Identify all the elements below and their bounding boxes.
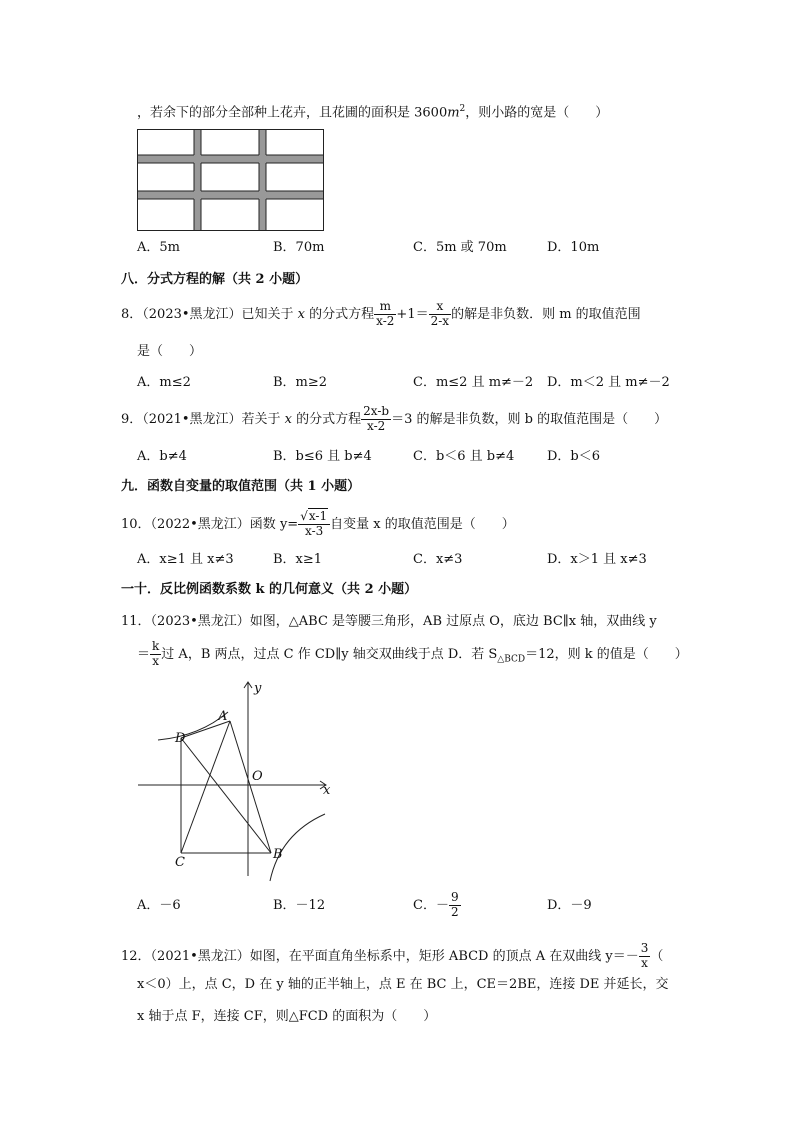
q11-eq: ＝ — [137, 646, 151, 662]
vertical-path-1 — [194, 130, 201, 230]
label-b: B — [273, 847, 283, 862]
q11-option-c-fraction — [449, 891, 461, 920]
q11-f-num: k — [152, 639, 160, 653]
q10-fraction — [298, 510, 330, 539]
q10-option-b[interactable]: B．x≥1 — [273, 552, 323, 567]
q9-f-num: 2x-b — [363, 404, 390, 418]
label-c: C — [175, 855, 185, 870]
q8-f1-num: m — [374, 300, 396, 315]
q12-fraction — [639, 942, 651, 971]
q11-option-c-label: C．－ — [413, 897, 449, 913]
q11-option-b[interactable]: B．－12 — [273, 898, 326, 913]
q7-stem — [137, 105, 608, 119]
q8-line2: 是（ ） — [137, 344, 203, 359]
q8-option-c[interactable]: C．m≤2 且 m≠－2 — [413, 375, 534, 390]
q11-fraction — [150, 640, 161, 669]
q8-plus: +1＝ — [396, 306, 429, 322]
q11-optc-den: 2 — [450, 904, 459, 919]
q10-option-a[interactable]: A．x≥1 且 x≠3 — [137, 552, 234, 567]
q8-suffix: 的解是非负数．则 m 的取值范围 — [451, 306, 641, 322]
q9-fraction — [361, 405, 391, 434]
side-ab — [230, 721, 271, 853]
q10-option-d[interactable]: D．x＞1 且 x≠3 — [547, 552, 647, 567]
q12-line2: x＜0）上，点 C，D 在 y 轴的正半轴上，点 E 在 BC 上，CE＝2BE，连接 DE 并延长，交 — [137, 977, 669, 992]
q12-line1-b: （ — [650, 948, 664, 964]
q11-line2 — [137, 640, 688, 669]
segment-db — [181, 738, 271, 853]
q10-f-num: x-1 — [308, 509, 328, 523]
q10-suffix: 自变量 x 的取值范围是（ ） — [330, 516, 515, 532]
q8-option-d[interactable]: D．m＜2 且 m≠－2 — [547, 375, 670, 390]
q8-mid: 的分式方程 — [309, 306, 375, 322]
horizontal-path-2 — [138, 191, 323, 199]
q12-f-den: x — [641, 955, 648, 970]
q8-f1-den: x-2 — [376, 313, 395, 328]
q9-option-c[interactable]: C．b＜6 且 b≠4 — [413, 449, 515, 464]
q10-f-num-wrap: √x-1 — [298, 510, 330, 525]
q7-option-b[interactable]: B．70m — [273, 240, 325, 255]
q8-var: x — [297, 306, 306, 322]
q12-line1 — [121, 942, 663, 971]
q8-fraction-1 — [374, 300, 396, 329]
q9-option-b[interactable]: B．b≤6 且 b≠4 — [273, 449, 372, 464]
section-9-title: 九．函数自变量的取值范围（共 1 小题） — [121, 479, 361, 494]
q9-var: x — [284, 411, 293, 427]
label-y: y — [254, 681, 262, 696]
q10-stem — [121, 510, 515, 539]
q9-prefix: 9．（2021•黑龙江）若关于 — [121, 411, 281, 427]
q11-option-a[interactable]: A．－6 — [137, 898, 181, 913]
q9-stem — [121, 405, 667, 434]
q8-f2-den: 2-x — [430, 313, 450, 328]
q7-option-a[interactable]: A．5m — [137, 240, 180, 255]
q11-option-d[interactable]: D．－9 — [547, 898, 592, 913]
q8-prefix: 8．（2023•黑龙江）已知关于 — [121, 306, 294, 322]
q7-unit: m — [447, 105, 460, 121]
q7-option-d[interactable]: D．10m — [547, 240, 600, 255]
label-x: x — [323, 783, 331, 798]
q9-option-d[interactable]: D．b＜6 — [547, 449, 601, 464]
label-d: D — [175, 731, 186, 746]
q7-option-c[interactable]: C．5m 或 70m — [413, 240, 507, 255]
q11-coordinate-figure — [130, 676, 340, 886]
q10-f-den: x-3 — [305, 523, 324, 538]
q10-y-eq: y= — [279, 516, 299, 532]
q10-prefix: 10．（2022•黑龙江）函数 — [121, 516, 276, 532]
horizontal-path-1 — [138, 155, 323, 163]
q10-option-c[interactable]: C．x≠3 — [413, 552, 463, 567]
q9-f-den: x-2 — [367, 418, 386, 433]
q8-stem — [121, 300, 641, 329]
q8-option-b[interactable]: B．m≥2 — [273, 375, 328, 390]
garden-figure — [137, 129, 324, 231]
q11-optc-num: 9 — [450, 890, 459, 904]
q11-subscript: △BCD — [497, 654, 526, 665]
q9-suffix: ＝3 的解是非负数，则 b 的取值范围是（ ） — [391, 411, 668, 427]
q8-fraction-2 — [429, 300, 451, 329]
section-8-title: 八．分式方程的解（共 2 小题） — [121, 272, 309, 287]
label-a: A — [218, 709, 228, 724]
q8-option-a[interactable]: A．m≤2 — [137, 375, 191, 390]
q9-mid: 的分式方程 — [296, 411, 362, 427]
q12-line1-a: 12．（2021•黑龙江）如图，在平面直角坐标系中，矩形 ABCD 的顶点 A 在双曲线 y＝－ — [121, 948, 639, 964]
section-10-title: 一十．反比例函数系数 k 的几何意义（共 2 小题） — [121, 582, 418, 597]
q11-line2-b: ＝12，则 k 的值是（ ） — [525, 646, 688, 662]
q12-line3: x 轴于点 F，连接 CF，则△FCD 的面积为（ ） — [137, 1009, 437, 1024]
q12-f-num: 3 — [640, 941, 649, 955]
q9-option-a[interactable]: A．b≠4 — [137, 449, 187, 464]
q11-line2-a: 过 A，B 两点，过点 C 作 CD∥y 轴交双曲线于点 D．若 S — [161, 646, 498, 662]
q11-f-den: x — [152, 653, 160, 668]
q11-option-c[interactable] — [413, 891, 461, 920]
label-o: O — [252, 769, 263, 784]
q8-f2-num: x — [429, 300, 451, 315]
q11-line1: 11．（2023•黑龙江）如图，△ABC 是等腰三角形，AB 过原点 O，底边 BC∥x 轴，双曲线 y — [121, 614, 657, 629]
side-ca — [181, 721, 230, 853]
q7-stem-text: ，若余下的部分全部种上花卉，且花圃的面积是 3600 — [137, 105, 448, 121]
q7-stem-tail: ，则小路的宽是（ ） — [465, 105, 609, 121]
vertical-path-2 — [259, 130, 266, 230]
q7-unit-exp: 2 — [459, 104, 466, 114]
